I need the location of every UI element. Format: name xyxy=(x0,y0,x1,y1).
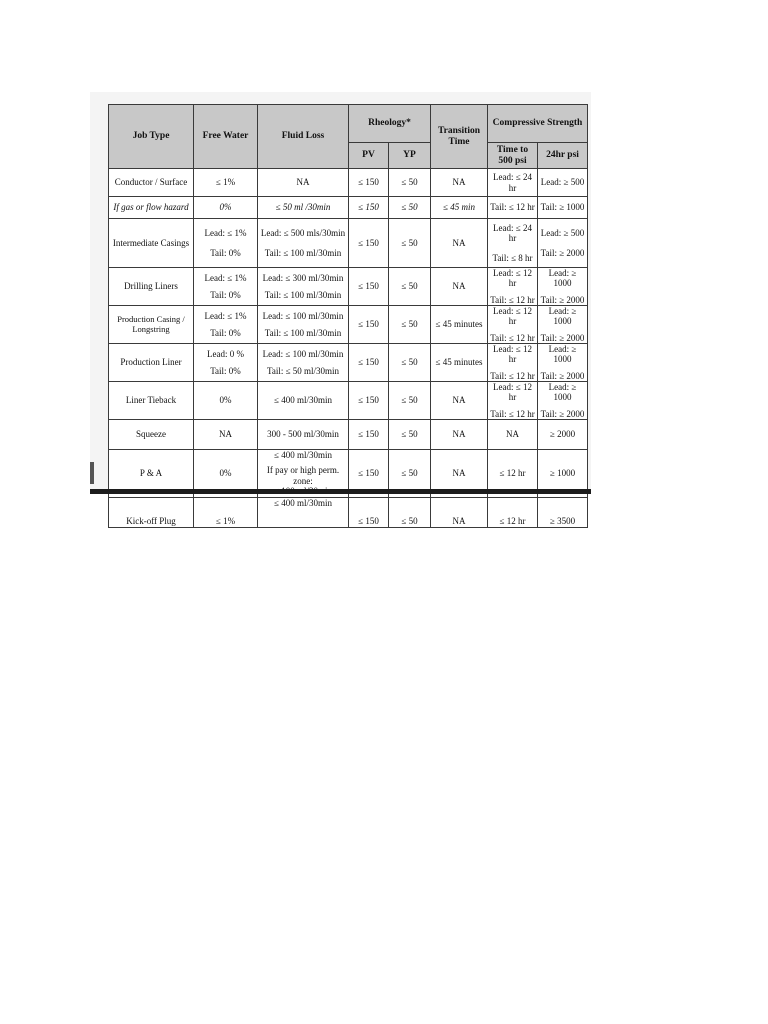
cell-line-tail: Tail: ≤ 12 hr xyxy=(490,332,535,343)
cell-transition: ≤ 45 min xyxy=(431,197,488,219)
cell-pv: ≤ 150 xyxy=(349,219,389,268)
cell-yp: ≤ 50 xyxy=(389,219,431,268)
cell-transition: NA xyxy=(431,450,488,497)
cell-pv: ≤ 150 xyxy=(349,420,389,450)
cell-line-tail: Tail: ≥ 2000 xyxy=(540,294,585,305)
table-row xyxy=(109,268,588,306)
cell-pv: ≤ 150 xyxy=(349,382,389,420)
cell-line-tail: Tail: ≥ 2000 xyxy=(540,247,585,258)
cell-job: Production Casing / Longstring xyxy=(109,306,194,344)
cell-job: P & A xyxy=(109,450,194,497)
cell-free-water xyxy=(194,219,258,268)
cell-line-lead: Lead: ≤ 12 hr xyxy=(493,306,532,327)
cell-job: Drilling Liners xyxy=(109,268,194,306)
cell-line-tail: Tail: ≥ 2000 xyxy=(540,332,585,343)
cell-psi24 xyxy=(538,268,588,306)
cell-line-lead: Lead: ≥ 1000 xyxy=(548,382,577,403)
cell-line-a: ≤ 400 ml/30min xyxy=(274,450,332,461)
cell-line-tail: Tail: ≥ 2000 xyxy=(540,408,585,419)
table-row xyxy=(109,219,588,268)
cell-job: Production Liner xyxy=(109,344,194,382)
cell-psi24: ≥ 2000 xyxy=(538,420,588,450)
cell-line-lead: Lead: ≥ 1000 xyxy=(548,268,577,289)
cell-free-water xyxy=(194,306,258,344)
cell-fluid-loss xyxy=(258,306,349,344)
cell-free-water: ≤ 1% xyxy=(194,169,258,197)
cell-line-tail: Tail: ≤ 100 ml/30min xyxy=(264,247,342,258)
cell-line-lead: Lead: ≥ 1000 xyxy=(548,344,577,365)
cell-line-b: If pay or high perm. zone: xyxy=(266,465,340,486)
cell-transition: ≤ 45 minutes xyxy=(431,306,488,344)
cell-psi24 xyxy=(538,344,588,382)
cell-job: Conductor / Surface xyxy=(109,169,194,197)
cell-yp: ≤ 50 xyxy=(389,450,431,497)
cell-time500 xyxy=(488,382,538,420)
cell-psi24: ≥ 1000 xyxy=(538,450,588,497)
header-job-type: Job Type xyxy=(109,105,194,169)
cell-pv: ≤ 150 xyxy=(349,268,389,306)
cell-line-tail: Tail: ≤ 12 hr xyxy=(490,408,535,419)
cell-yp: ≤ 50 xyxy=(389,197,431,219)
cell-line-lead: Lead: ≤ 100 ml/30min xyxy=(262,311,344,322)
cell-fluid-loss xyxy=(258,268,349,306)
header-free-water: Free Water xyxy=(194,105,258,169)
table-row xyxy=(109,306,588,344)
cell-time500: ≤ 12 hr xyxy=(488,450,538,497)
cell-free-water: NA xyxy=(194,420,258,450)
cell-transition: NA xyxy=(431,420,488,450)
cell-line-tail: Tail: ≤ 12 hr xyxy=(490,294,535,305)
cell-line-tail: Tail: ≤ 8 hr xyxy=(492,252,533,263)
cell-psi24 xyxy=(538,219,588,268)
cell-time500: Tail: ≤ 12 hr xyxy=(488,197,538,219)
cell-psi24: Tail: ≥ 1000 xyxy=(538,197,588,219)
cell-yp: ≤ 50 xyxy=(389,306,431,344)
cell-free-water: ≤ 1% xyxy=(194,497,258,527)
cell-line-tail: Tail: ≤ 50 ml/30min xyxy=(266,365,340,376)
cell-free-water: 0% xyxy=(194,450,258,497)
cell-job: Squeeze xyxy=(109,420,194,450)
table-row xyxy=(109,169,588,197)
cell-line-tail: Tail: ≤ 12 hr xyxy=(490,370,535,381)
header-compressive-strength: Compressive Strength xyxy=(488,105,588,143)
cell-pv: ≤ 150 xyxy=(349,344,389,382)
cell-time500 xyxy=(488,344,538,382)
cell-line-lead: Lead: 0 % xyxy=(207,349,244,360)
cell-line-lead: Lead: ≥ 500 xyxy=(540,228,585,239)
cell-transition: NA xyxy=(431,169,488,197)
cell-free-water: 0% xyxy=(194,197,258,219)
cell-job: Liner Tieback xyxy=(109,382,194,420)
header-pv: PV xyxy=(349,143,389,169)
cell-line-lead: Lead: ≤ 1% xyxy=(204,311,247,322)
cell-job: If gas or flow hazard xyxy=(109,197,194,219)
table-screenshot xyxy=(90,92,591,527)
cell-line-lead: Lead: ≤ 500 mls/30min xyxy=(260,228,346,239)
cell-fluid-loss: ≤ 400 ml/30min xyxy=(258,497,349,527)
cell-line-tail: Tail: ≤ 100 ml/30min xyxy=(264,327,342,338)
cell-psi24 xyxy=(538,306,588,344)
cell-line-lead: Lead: ≤ 100 ml/30min xyxy=(262,349,344,360)
cell-fluid-loss: NA xyxy=(258,169,349,197)
header-24hr-psi: 24hr psi xyxy=(538,143,588,169)
cell-yp: ≤ 50 xyxy=(389,344,431,382)
cell-free-water xyxy=(194,344,258,382)
cell-fluid-loss xyxy=(258,344,349,382)
cell-yp: ≤ 50 xyxy=(389,169,431,197)
table-row xyxy=(109,497,588,527)
cell-yp: ≤ 50 xyxy=(389,420,431,450)
header-transition-time: Transition Time xyxy=(431,105,488,169)
cell-time500: ≤ 12 hr xyxy=(488,497,538,527)
cell-transition: NA xyxy=(431,268,488,306)
cell-job: Kick-off Plug xyxy=(109,497,194,527)
cell-fluid-loss: ≤ 50 ml /30min xyxy=(258,197,349,219)
cell-free-water xyxy=(194,268,258,306)
header-rheology: Rheology* xyxy=(349,105,431,143)
cell-pv: ≤ 150 xyxy=(349,197,389,219)
cell-line-tail: Tail: 0% xyxy=(210,365,241,376)
cell-line-lead: Lead: ≤ 12 hr xyxy=(493,268,532,289)
cell-time500 xyxy=(488,306,538,344)
cell-fluid-loss: 300 - 500 ml/30min xyxy=(258,420,349,450)
cell-line-tail: Tail: 0% xyxy=(210,327,241,338)
cell-line-lead: Lead: ≤ 24 hr xyxy=(493,222,532,244)
cell-psi24 xyxy=(538,382,588,420)
table-row xyxy=(109,382,588,420)
cell-fluid-loss xyxy=(258,219,349,268)
cell-line-lead: Lead: ≤ 1% xyxy=(204,228,247,239)
cell-pv: ≤ 150 xyxy=(349,306,389,344)
cell-line-lead: Lead: ≤ 12 hr xyxy=(493,382,532,403)
cell-transition: ≤ 45 minutes xyxy=(431,344,488,382)
cell-pv: ≤ 150 xyxy=(349,497,389,527)
cell-line-lead: Lead: ≤ 12 hr xyxy=(493,344,532,365)
screenshot-bottom-edge xyxy=(90,489,591,494)
cell-line-tail: Tail: ≤ 100 ml/30min xyxy=(264,289,342,300)
cell-yp: ≤ 50 xyxy=(389,497,431,527)
cell-line-lead: Lead: ≤ 1% xyxy=(204,273,247,284)
cell-transition: NA xyxy=(431,382,488,420)
cell-line-tail: Tail: ≥ 2000 xyxy=(540,370,585,381)
cell-line-lead: Lead: ≥ 1000 xyxy=(548,306,577,327)
cell-time500 xyxy=(488,219,538,268)
cell-time500: NA xyxy=(488,420,538,450)
cell-psi24: ≥ 3500 xyxy=(538,497,588,527)
cell-yp: ≤ 50 xyxy=(389,382,431,420)
table-row xyxy=(109,197,588,219)
cell-line-tail: Tail: 0% xyxy=(210,247,241,258)
cell-yp: ≤ 50 xyxy=(389,268,431,306)
table-row xyxy=(109,420,588,450)
scroll-marker xyxy=(90,462,94,484)
cell-free-water: 0% xyxy=(194,382,258,420)
cell-line-lead: Lead: ≤ 300 ml/30min xyxy=(262,273,344,284)
cell-time500 xyxy=(488,268,538,306)
table-row xyxy=(109,344,588,382)
cell-transition: NA xyxy=(431,497,488,527)
cell-pv: ≤ 150 xyxy=(349,169,389,197)
cell-pv: ≤ 150 xyxy=(349,450,389,497)
cell-time500: Lead: ≤ 24 hr xyxy=(488,169,538,197)
cell-fluid-loss: ≤ 400 ml/30min xyxy=(258,382,349,420)
header-yp: YP xyxy=(389,143,431,169)
cell-transition: NA xyxy=(431,219,488,268)
cell-line-tail: Tail: 0% xyxy=(210,289,241,300)
header-fluid-loss: Fluid Loss xyxy=(258,105,349,169)
cement-spec-table xyxy=(108,104,588,528)
cell-job: Intermediate Casings xyxy=(109,219,194,268)
cell-psi24: Lead: ≥ 500 xyxy=(538,169,588,197)
header-time-to-500: Time to 500 psi xyxy=(488,143,538,169)
